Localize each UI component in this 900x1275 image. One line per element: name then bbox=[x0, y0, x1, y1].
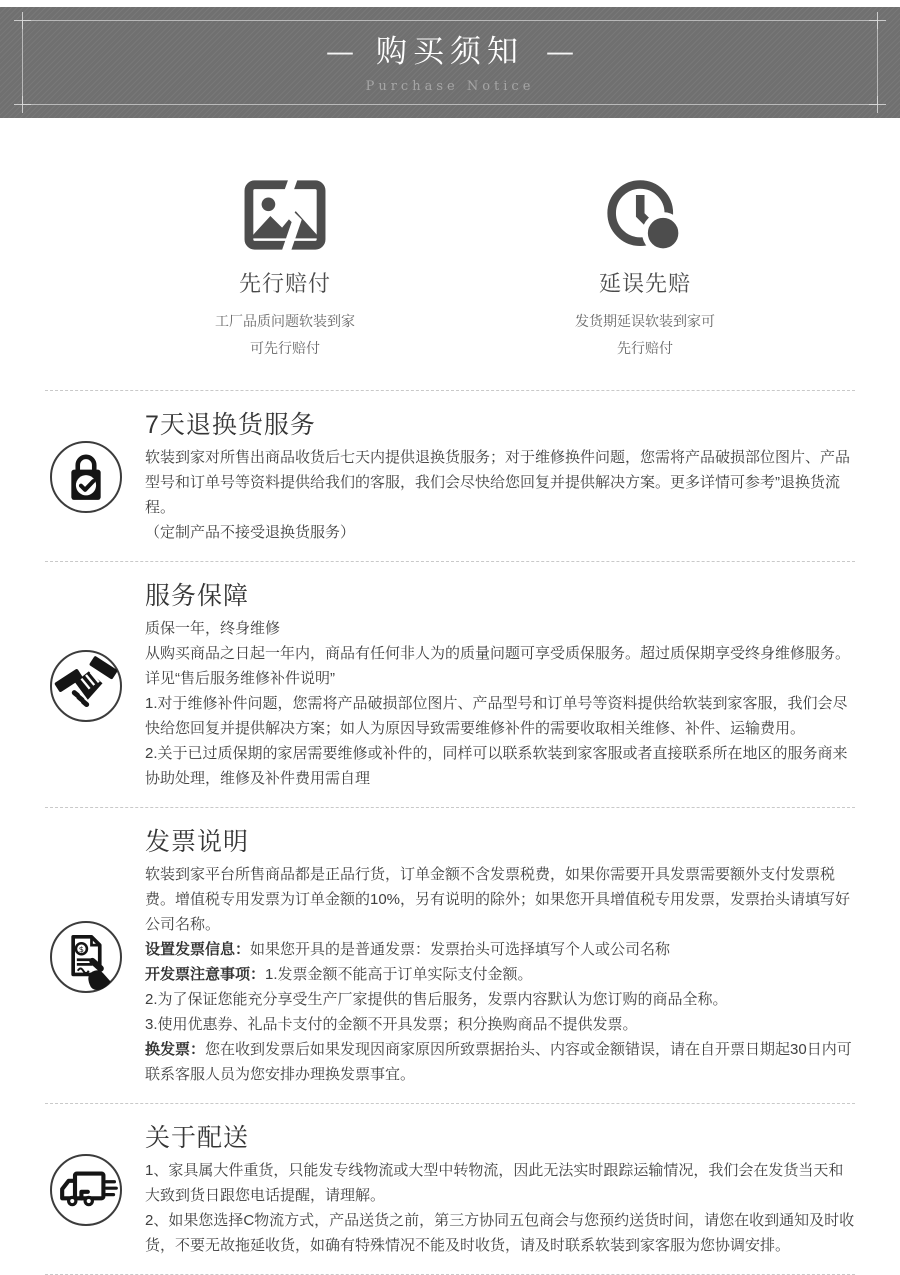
svg-text:$: $ bbox=[78, 943, 85, 954]
paragraph: （定制产品不接受退换货服务） bbox=[145, 524, 356, 541]
invoice-icon bbox=[50, 921, 122, 993]
delay-clock-icon bbox=[495, 174, 795, 256]
section-delivery bbox=[45, 1104, 855, 1275]
paragraph: 1、家具属大件重货，只能发专线物流或大型中转物流，因此无法实时跟踪运输情况，我们会在发货当天和大致到货日跟您电话提醒，请理解。 bbox=[145, 1162, 844, 1204]
feature-description: 发货期延误软装到家可 先行赔付 bbox=[575, 313, 715, 356]
shopping-bag-check-icon bbox=[50, 441, 122, 513]
title-dash-right: — bbox=[546, 35, 574, 69]
page-title: 购买须知 bbox=[376, 33, 524, 70]
handshake-icon bbox=[50, 650, 122, 722]
feature-delay-compensation bbox=[495, 174, 795, 362]
paragraph: 软装到家对所售出商品收货后七天内提供退换货服务；对于维修换件问题，您需将产品破损部位图片、产品型号和订单号等资料提供给我们的客服，我们会尽快给您回复并提供解决方案。更多详情可参考”退换货流程。 bbox=[145, 449, 851, 516]
paragraph: 2、如果您选择C物流方式，产品送货之前，第三方协同五包商会与您预约送货时间，请您在收到通知及时收货，不要无故拖延收货，如确有特殊情况不能及时收货，请及时联系软装到家客服为您协调安排。 bbox=[145, 1212, 855, 1254]
section-service-guarantee bbox=[45, 562, 855, 808]
paragraph: 开发票注意事项：1.发票金额不能高于订单实际支付金额。 bbox=[145, 966, 533, 983]
paragraph: 软装到家平台所售商品都是正品行货，订单金额不含发票税费，如果你需要开具发票需要额外支付发票税费。增值税专用发票为订单金额的10%，另有说明的除外；如果您开具增值税专用发票，发票抬头请填写好公司名称。 bbox=[145, 866, 851, 933]
section-title: 关于配送 bbox=[145, 1124, 250, 1152]
paragraph: 2.为了保证您能充分享受生产厂家提供的售后服务，发票内容默认为您订购的商品全称。 bbox=[145, 991, 728, 1008]
feature-description: 工厂品质问题软装到家 可先行赔付 bbox=[215, 313, 355, 356]
title-dash-left: — bbox=[326, 35, 354, 69]
header-banner bbox=[0, 7, 900, 118]
feature-compensation-first bbox=[135, 174, 435, 362]
section-returns bbox=[45, 391, 855, 562]
feature-title: 延误先赔 bbox=[598, 271, 691, 296]
features-row bbox=[45, 118, 855, 391]
paragraph: 3.使用优惠券、礼品卡支付的金额不开具发票；积分换购商品不提供发票。 bbox=[145, 1016, 638, 1033]
section-title: 服务保障 bbox=[145, 582, 250, 610]
section-title: 发票说明 bbox=[145, 828, 250, 856]
paragraph: 设置发票信息：如果您开具的是普通发票：发票抬头可选择填写个人或公司名称 bbox=[145, 941, 671, 958]
paragraph: 2.关于已过质保期的家居需要维修或补件的，同样可以联系软装到家客服或者直接联系所在地区的服务商来协助处理，维修及补件费用需自理 bbox=[145, 745, 848, 787]
delivery-truck-icon bbox=[50, 1154, 122, 1226]
paragraph: 质保一年，终身维修 bbox=[145, 620, 281, 637]
feature-title: 先行赔付 bbox=[238, 271, 331, 296]
section-invoice bbox=[45, 808, 855, 1104]
broken-photo-icon bbox=[135, 174, 435, 256]
page-subtitle: Purchase Notice bbox=[365, 79, 535, 95]
section-title: 7天退换货服务 bbox=[145, 411, 316, 439]
paragraph: 从购买商品之日起一年内，商品有任何非人为的质量问题可享受质保服务。超过质保期享受终身维修服务。详见“售后服务维修补件说明” bbox=[145, 645, 851, 687]
paragraph: 1.对于维修补件问题，您需将产品破损部位图片、产品型号和订单号等资料提供给软装到家客服，我们会尽快给您回复并提供解决方案；如人为原因导致需要维修补件的需要收取相关维修、补件、运输费用。 bbox=[145, 695, 848, 737]
paragraph: 换发票：您在收到发票后如果发现因商家原因所致票据抬头、内容或金额错误，请在自开票日期起30日内可联系客服人员为您安排办理换发票事宜。 bbox=[145, 1041, 852, 1083]
